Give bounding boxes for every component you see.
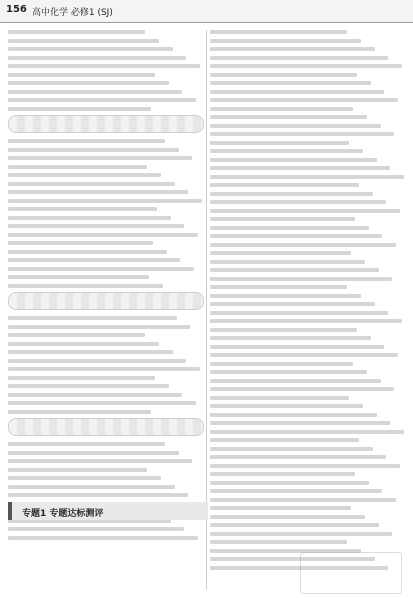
text-line-placeholder <box>8 350 173 354</box>
text-line-placeholder <box>210 56 388 60</box>
text-line-placeholder <box>8 56 186 60</box>
text-line-placeholder <box>8 468 147 472</box>
text-line-placeholder <box>210 540 347 544</box>
text-line-placeholder <box>8 250 167 254</box>
text-line-placeholder <box>8 284 163 288</box>
text-line-placeholder <box>210 64 402 68</box>
text-line-placeholder <box>210 498 396 502</box>
text-line-placeholder <box>210 404 363 408</box>
text-line-placeholder <box>8 485 175 489</box>
left-column <box>8 30 204 544</box>
section-banner <box>8 502 208 520</box>
right-column <box>210 30 406 574</box>
banner-text: 专题1 专题达标测评 <box>22 509 104 519</box>
text-line-placeholder <box>210 115 367 119</box>
text-line-placeholder <box>210 302 375 306</box>
text-line-placeholder <box>210 192 373 196</box>
text-line-placeholder <box>210 319 402 323</box>
text-line-placeholder <box>8 459 192 463</box>
text-line-placeholder <box>210 438 359 442</box>
text-line-placeholder <box>8 258 180 262</box>
text-line-placeholder <box>210 532 392 536</box>
text-line-placeholder <box>210 217 355 221</box>
structure-diagram <box>8 418 204 436</box>
text-line-placeholder <box>8 476 161 480</box>
text-line-placeholder <box>8 207 157 211</box>
page-number: 156 <box>6 4 27 15</box>
text-line-placeholder <box>210 430 404 434</box>
text-line-placeholder <box>210 81 371 85</box>
text-line-placeholder <box>210 379 381 383</box>
text-line-placeholder <box>210 489 382 493</box>
text-line-placeholder <box>8 90 182 94</box>
text-line-placeholder <box>8 190 188 194</box>
text-line-placeholder <box>210 200 386 204</box>
text-line-placeholder <box>8 527 184 531</box>
text-line-placeholder <box>210 47 375 51</box>
text-line-placeholder <box>8 333 145 337</box>
text-line-placeholder <box>210 336 371 340</box>
text-line-placeholder <box>210 396 349 400</box>
text-line-placeholder <box>210 455 386 459</box>
text-line-placeholder <box>8 165 147 169</box>
text-line-placeholder <box>8 81 169 85</box>
text-line-placeholder <box>8 182 175 186</box>
text-line-placeholder <box>210 362 353 366</box>
text-line-placeholder <box>210 243 396 247</box>
text-line-placeholder <box>210 413 377 417</box>
text-line-placeholder <box>210 98 398 102</box>
text-line-placeholder <box>8 376 155 380</box>
page-header <box>0 0 413 23</box>
text-line-placeholder <box>8 401 196 405</box>
text-line-placeholder <box>8 493 188 497</box>
text-line-placeholder <box>8 107 151 111</box>
text-line-placeholder <box>210 294 361 298</box>
text-line-placeholder <box>8 275 149 279</box>
text-line-placeholder <box>8 367 200 371</box>
text-line-placeholder <box>8 224 184 228</box>
text-line-placeholder <box>210 107 353 111</box>
text-line-placeholder <box>210 447 373 451</box>
text-line-placeholder <box>210 311 388 315</box>
text-line-placeholder <box>210 141 349 145</box>
text-line-placeholder <box>8 536 198 540</box>
text-line-placeholder <box>210 30 347 34</box>
text-line-placeholder <box>210 481 369 485</box>
text-line-placeholder <box>210 209 400 213</box>
watermark-logo <box>300 552 402 594</box>
text-line-placeholder <box>210 328 357 332</box>
text-line-placeholder <box>210 345 384 349</box>
text-line-placeholder <box>8 442 165 446</box>
text-line-placeholder <box>210 166 390 170</box>
text-line-placeholder <box>8 267 194 271</box>
text-line-placeholder <box>210 268 379 272</box>
text-line-placeholder <box>8 47 173 51</box>
text-line-placeholder <box>8 98 196 102</box>
text-line-placeholder <box>8 148 179 152</box>
text-line-placeholder <box>8 139 165 143</box>
text-line-placeholder <box>8 410 151 414</box>
text-line-placeholder <box>8 325 190 329</box>
text-line-placeholder <box>8 73 155 77</box>
text-line-placeholder <box>210 285 347 289</box>
text-line-placeholder <box>8 316 177 320</box>
text-line-placeholder <box>210 260 365 264</box>
text-line-placeholder <box>8 393 182 397</box>
text-line-placeholder <box>8 199 202 203</box>
text-line-placeholder <box>210 277 392 281</box>
text-line-placeholder <box>8 241 153 245</box>
text-line-placeholder <box>210 158 377 162</box>
text-line-placeholder <box>210 387 394 391</box>
structure-diagram <box>8 292 204 310</box>
text-line-placeholder <box>210 39 361 43</box>
text-line-placeholder <box>210 234 382 238</box>
text-line-placeholder <box>210 353 398 357</box>
text-line-placeholder <box>8 173 161 177</box>
text-line-placeholder <box>210 132 394 136</box>
header-title: 高中化学 必修1 (SJ) <box>32 8 113 18</box>
text-line-placeholder <box>210 506 351 510</box>
text-line-placeholder <box>210 90 384 94</box>
text-line-placeholder <box>8 233 198 237</box>
structure-diagram <box>8 115 204 133</box>
text-line-placeholder <box>8 384 169 388</box>
text-line-placeholder <box>210 73 357 77</box>
text-line-placeholder <box>210 464 400 468</box>
text-line-placeholder <box>210 472 355 476</box>
text-line-placeholder <box>210 421 390 425</box>
text-line-placeholder <box>210 175 404 179</box>
text-line-placeholder <box>8 359 186 363</box>
text-line-placeholder <box>210 149 363 153</box>
text-line-placeholder <box>8 30 145 34</box>
text-line-placeholder <box>210 124 381 128</box>
text-line-placeholder <box>8 216 171 220</box>
text-line-placeholder <box>210 183 359 187</box>
text-line-placeholder <box>210 370 367 374</box>
text-line-placeholder <box>8 342 159 346</box>
text-line-placeholder <box>210 226 369 230</box>
text-line-placeholder <box>8 156 192 160</box>
text-line-placeholder <box>8 451 179 455</box>
text-line-placeholder <box>8 39 159 43</box>
text-line-placeholder <box>8 64 200 68</box>
text-line-placeholder <box>210 251 351 255</box>
text-line-placeholder <box>210 523 379 527</box>
text-line-placeholder <box>210 515 365 519</box>
